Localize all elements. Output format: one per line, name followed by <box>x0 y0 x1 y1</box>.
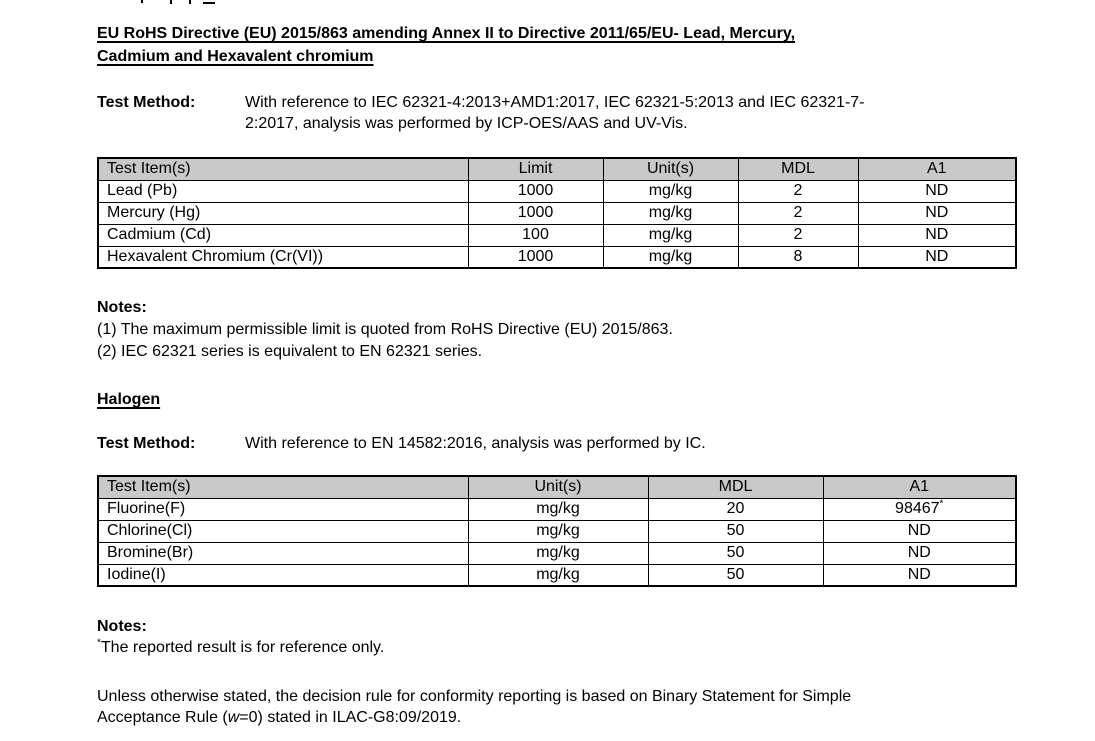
test-method-text <box>245 92 1015 134</box>
decision-rule-line-1: Unless otherwise stated, the decision rule for conformity reporting is based on Binary Statement for Simple <box>97 688 852 705</box>
title-line-2: Cadmium and Hexavalent chromium <box>97 48 374 65</box>
cell-mdl: 2 <box>738 224 858 246</box>
cell-unit: mg/kg <box>603 180 738 202</box>
test-method-label: Test Method: <box>97 435 196 452</box>
cell-unit: mg/kg <box>468 520 648 542</box>
cell-test-item: Fluorine(F) <box>98 498 468 520</box>
rohs-results-table <box>97 157 1017 269</box>
table-row-lead <box>98 180 1016 202</box>
test-method-line-2: 2:2017, analysis was performed by ICP-OES/AAS and UV-Vis. <box>245 115 688 132</box>
cell-unit: mg/kg <box>603 246 738 268</box>
cell-result: ND <box>858 224 1016 246</box>
column-header-a1: A1 <box>823 476 1016 498</box>
cell-limit: 1000 <box>468 180 603 202</box>
cell-test-item: Hexavalent Chromium (Cr(VI)) <box>98 246 468 268</box>
reference-asterisk: * <box>97 637 101 649</box>
note-line: (2) IEC 62321 series is equivalent to EN 62321 series. <box>97 343 483 360</box>
halogen-notes <box>97 616 1015 658</box>
column-header-test-item: Test Item(s) <box>98 476 468 498</box>
cell-result: ND <box>823 564 1016 586</box>
table-row-iodine <box>98 564 1016 586</box>
test-method-label: Test Method: <box>97 94 196 111</box>
cell-result: ND <box>858 180 1016 202</box>
table-header-row <box>98 158 1016 180</box>
halogen-results-table <box>97 475 1017 587</box>
notes-label: Notes: <box>97 618 147 635</box>
note-line: (1) The maximum permissible limit is quoted from RoHS Directive (EU) 2015/863. <box>97 321 673 338</box>
column-header-units: Unit(s) <box>468 476 648 498</box>
cell-mdl: 2 <box>738 202 858 224</box>
cell-mdl: 50 <box>648 542 823 564</box>
table-row-hexavalent-chromium <box>98 246 1016 268</box>
rohs-test-method <box>97 92 1015 134</box>
note-line: *The reported result is for reference only. <box>97 637 385 656</box>
cell-mdl: 2 <box>738 180 858 202</box>
reference-asterisk: * <box>939 498 944 510</box>
cell-result: ND <box>823 542 1016 564</box>
test-method-line-1: With reference to IEC 62321-4:2013+AMD1:2017, IEC 62321-5:2013 and IEC 62321-7- <box>245 94 865 111</box>
column-header-test-item: Test Item(s) <box>98 158 468 180</box>
column-header-units: Unit(s) <box>603 158 738 180</box>
cell-unit: mg/kg <box>468 498 648 520</box>
cell-limit: 1000 <box>468 246 603 268</box>
cell-mdl: 20 <box>648 498 823 520</box>
cell-result: 98467* <box>823 498 1016 520</box>
table-row-cadmium <box>98 224 1016 246</box>
cell-test-item: Bromine(Br) <box>98 542 468 564</box>
decision-rule-line-2: Acceptance Rule (w=0) stated in ILAC-G8:09/2019. <box>97 709 462 726</box>
italic-w: w <box>227 709 240 726</box>
notes-label: Notes: <box>97 299 147 316</box>
cell-test-item: Iodine(I) <box>98 564 468 586</box>
table-row-fluorine <box>98 498 1016 520</box>
cell-result: ND <box>823 520 1016 542</box>
cell-limit: 100 <box>468 224 603 246</box>
column-header-limit: Limit <box>468 158 603 180</box>
cell-result: ND <box>858 202 1016 224</box>
column-header-a1: A1 <box>858 158 1016 180</box>
cell-unit: mg/kg <box>603 224 738 246</box>
cell-unit: mg/kg <box>468 564 648 586</box>
cell-mdl: 50 <box>648 520 823 542</box>
table-row-bromine <box>98 542 1016 564</box>
table-row-chlorine <box>98 520 1016 542</box>
table-header-row <box>98 476 1016 498</box>
cell-test-item: Mercury (Hg) <box>98 202 468 224</box>
cell-unit: mg/kg <box>603 202 738 224</box>
test-method-text: With reference to EN 14582:2016, analysis was performed by IC. <box>245 435 706 452</box>
cell-mdl: 8 <box>738 246 858 268</box>
cell-test-item: Lead (Pb) <box>98 180 468 202</box>
rohs-section-title <box>97 22 1015 68</box>
column-header-mdl: MDL <box>738 158 858 180</box>
cell-test-item: Cadmium (Cd) <box>98 224 468 246</box>
cell-limit: 1000 <box>468 202 603 224</box>
halogen-heading: Halogen <box>97 391 161 408</box>
document-content <box>97 0 1015 728</box>
table-row-mercury <box>98 202 1016 224</box>
cell-test-item: Chlorine(Cl) <box>98 520 468 542</box>
title-line-1: EU RoHS Directive (EU) 2015/863 amending Annex II to Directive 2011/65/EU- Lead, Mercury, <box>97 25 796 42</box>
column-header-mdl: MDL <box>648 476 823 498</box>
cell-unit: mg/kg <box>468 542 648 564</box>
cell-result: ND <box>858 246 1016 268</box>
rohs-notes <box>97 297 1015 363</box>
halogen-test-method <box>97 433 1015 454</box>
cell-mdl: 50 <box>648 564 823 586</box>
decision-rule-statement <box>97 686 1015 728</box>
